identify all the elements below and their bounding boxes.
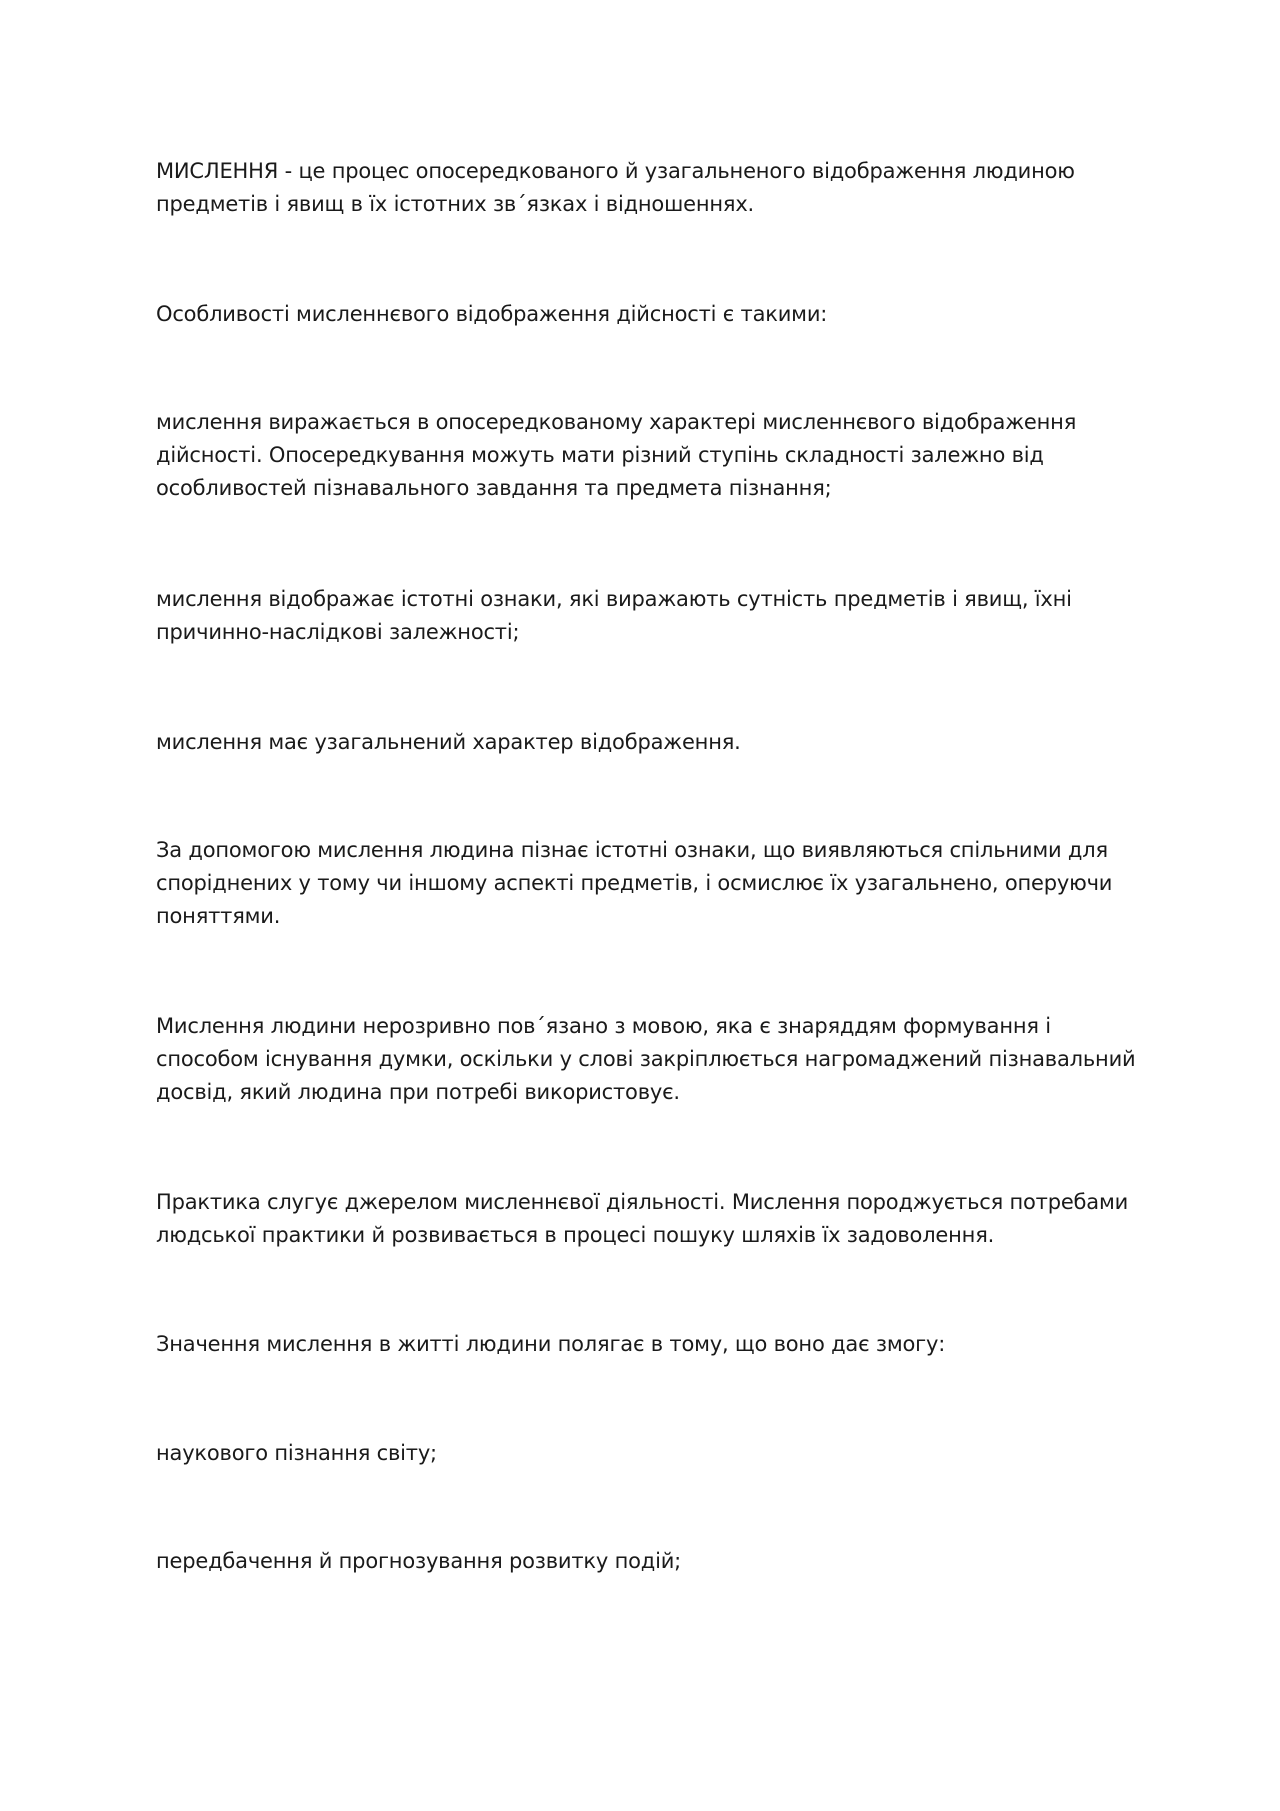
paragraph-language: Мислення людини нерозривно пов´язано з мовою, яка є знаряддям формування і способом існування думки, оскільки у слові закріплюється нагромаджений пізнавальний досвід, який людина при потребі використовує. [156, 1014, 1136, 1104]
paragraph-item-science: наукового пізнання світу; [156, 1441, 437, 1465]
paragraph-item-forecast: передбачення й прогнозування розвитку подій; [156, 1549, 682, 1573]
paragraph-features-intro: Особливості мисленнєвого відображення дійсності є такими: [156, 302, 828, 326]
paragraph-practice: Практика слугує джерелом мисленнєвої діяльності. Мислення породжується потребами людської практики й розвивається в процесі пошуку шляхів їх задоволення. [156, 1190, 1129, 1247]
paragraph-feature-general: мислення має узагальнений характер відображення. [156, 730, 741, 754]
paragraph-feature-mediated: мислення виражається в опосередкованому характері мисленнєвого відображення дійсності. Опосередкування можуть мати різний ступінь складності залежно від особливостей пізнавального завдання та предмета пізнання; [156, 410, 1077, 500]
paragraph-significance: Значення мислення в житті людини полягає в тому, що воно дає змогу: [156, 1332, 946, 1356]
paragraph-feature-essential: мислення відображає істотні ознаки, які виражають сутність предметів і явищ, їхні причинно-наслідкові залежності; [156, 587, 1072, 644]
paragraph-definition: МИСЛЕННЯ - це процес опосередкованого й узагальненого відображення людиною предметів і явищ в їх істотних зв´язках і відношеннях. [156, 159, 1075, 216]
paragraph-concepts: За допомогою мислення людина пізнає істотні ознаки, що виявляються спільними для споріднених у тому чи іншому аспекті предметів, і осмислює їх узагальнено, оперуючи поняттями. [156, 838, 1113, 928]
